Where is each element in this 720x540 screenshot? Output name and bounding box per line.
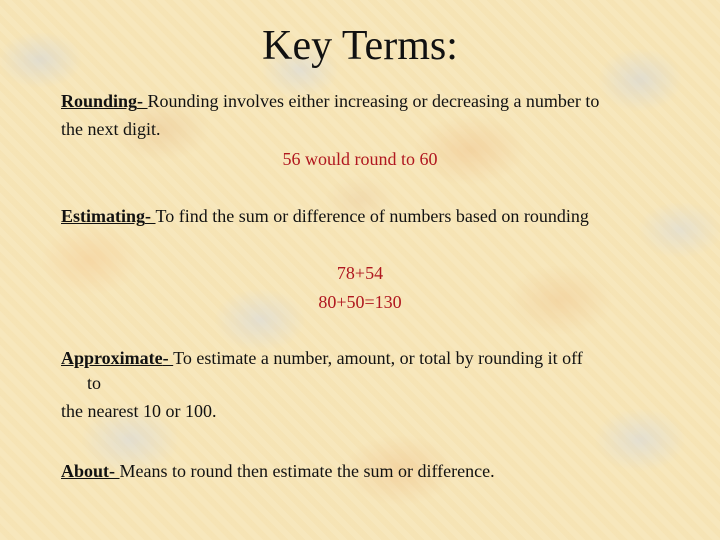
estimating-example-line2: 80+50=130: [318, 292, 402, 312]
term-approximate: Approximate-: [61, 348, 174, 368]
term-approximate-definition: To estimate a number, amount, or total by rounding it off: [173, 348, 583, 368]
term-approximate-block: [61, 346, 671, 421]
term-estimating: Estimating-: [61, 206, 156, 226]
term-about: About-: [61, 461, 120, 481]
term-estimating-block: [61, 202, 671, 230]
page-title: Key Terms:: [262, 23, 458, 69]
term-about-block: [61, 457, 671, 485]
estimating-example-line1: 78+54: [336, 263, 384, 283]
term-estimating-definition: To find the sum or difference of numbers based on rounding: [155, 206, 589, 226]
term-rounding-definition: Rounding involves either increasing or decreasing a number to: [147, 91, 600, 111]
term-approximate-definition-end: the nearest 10 or 100.: [61, 401, 217, 421]
term-approximate-definition-cont: to: [87, 373, 102, 393]
term-rounding-definition-cont: the next digit.: [61, 119, 161, 139]
term-rounding-block: [61, 87, 671, 143]
term-rounding: Rounding-: [61, 91, 148, 111]
term-about-definition: Means to round then estimate the sum or difference.: [119, 461, 495, 481]
rounding-example: 56 would round to 60: [282, 149, 438, 169]
